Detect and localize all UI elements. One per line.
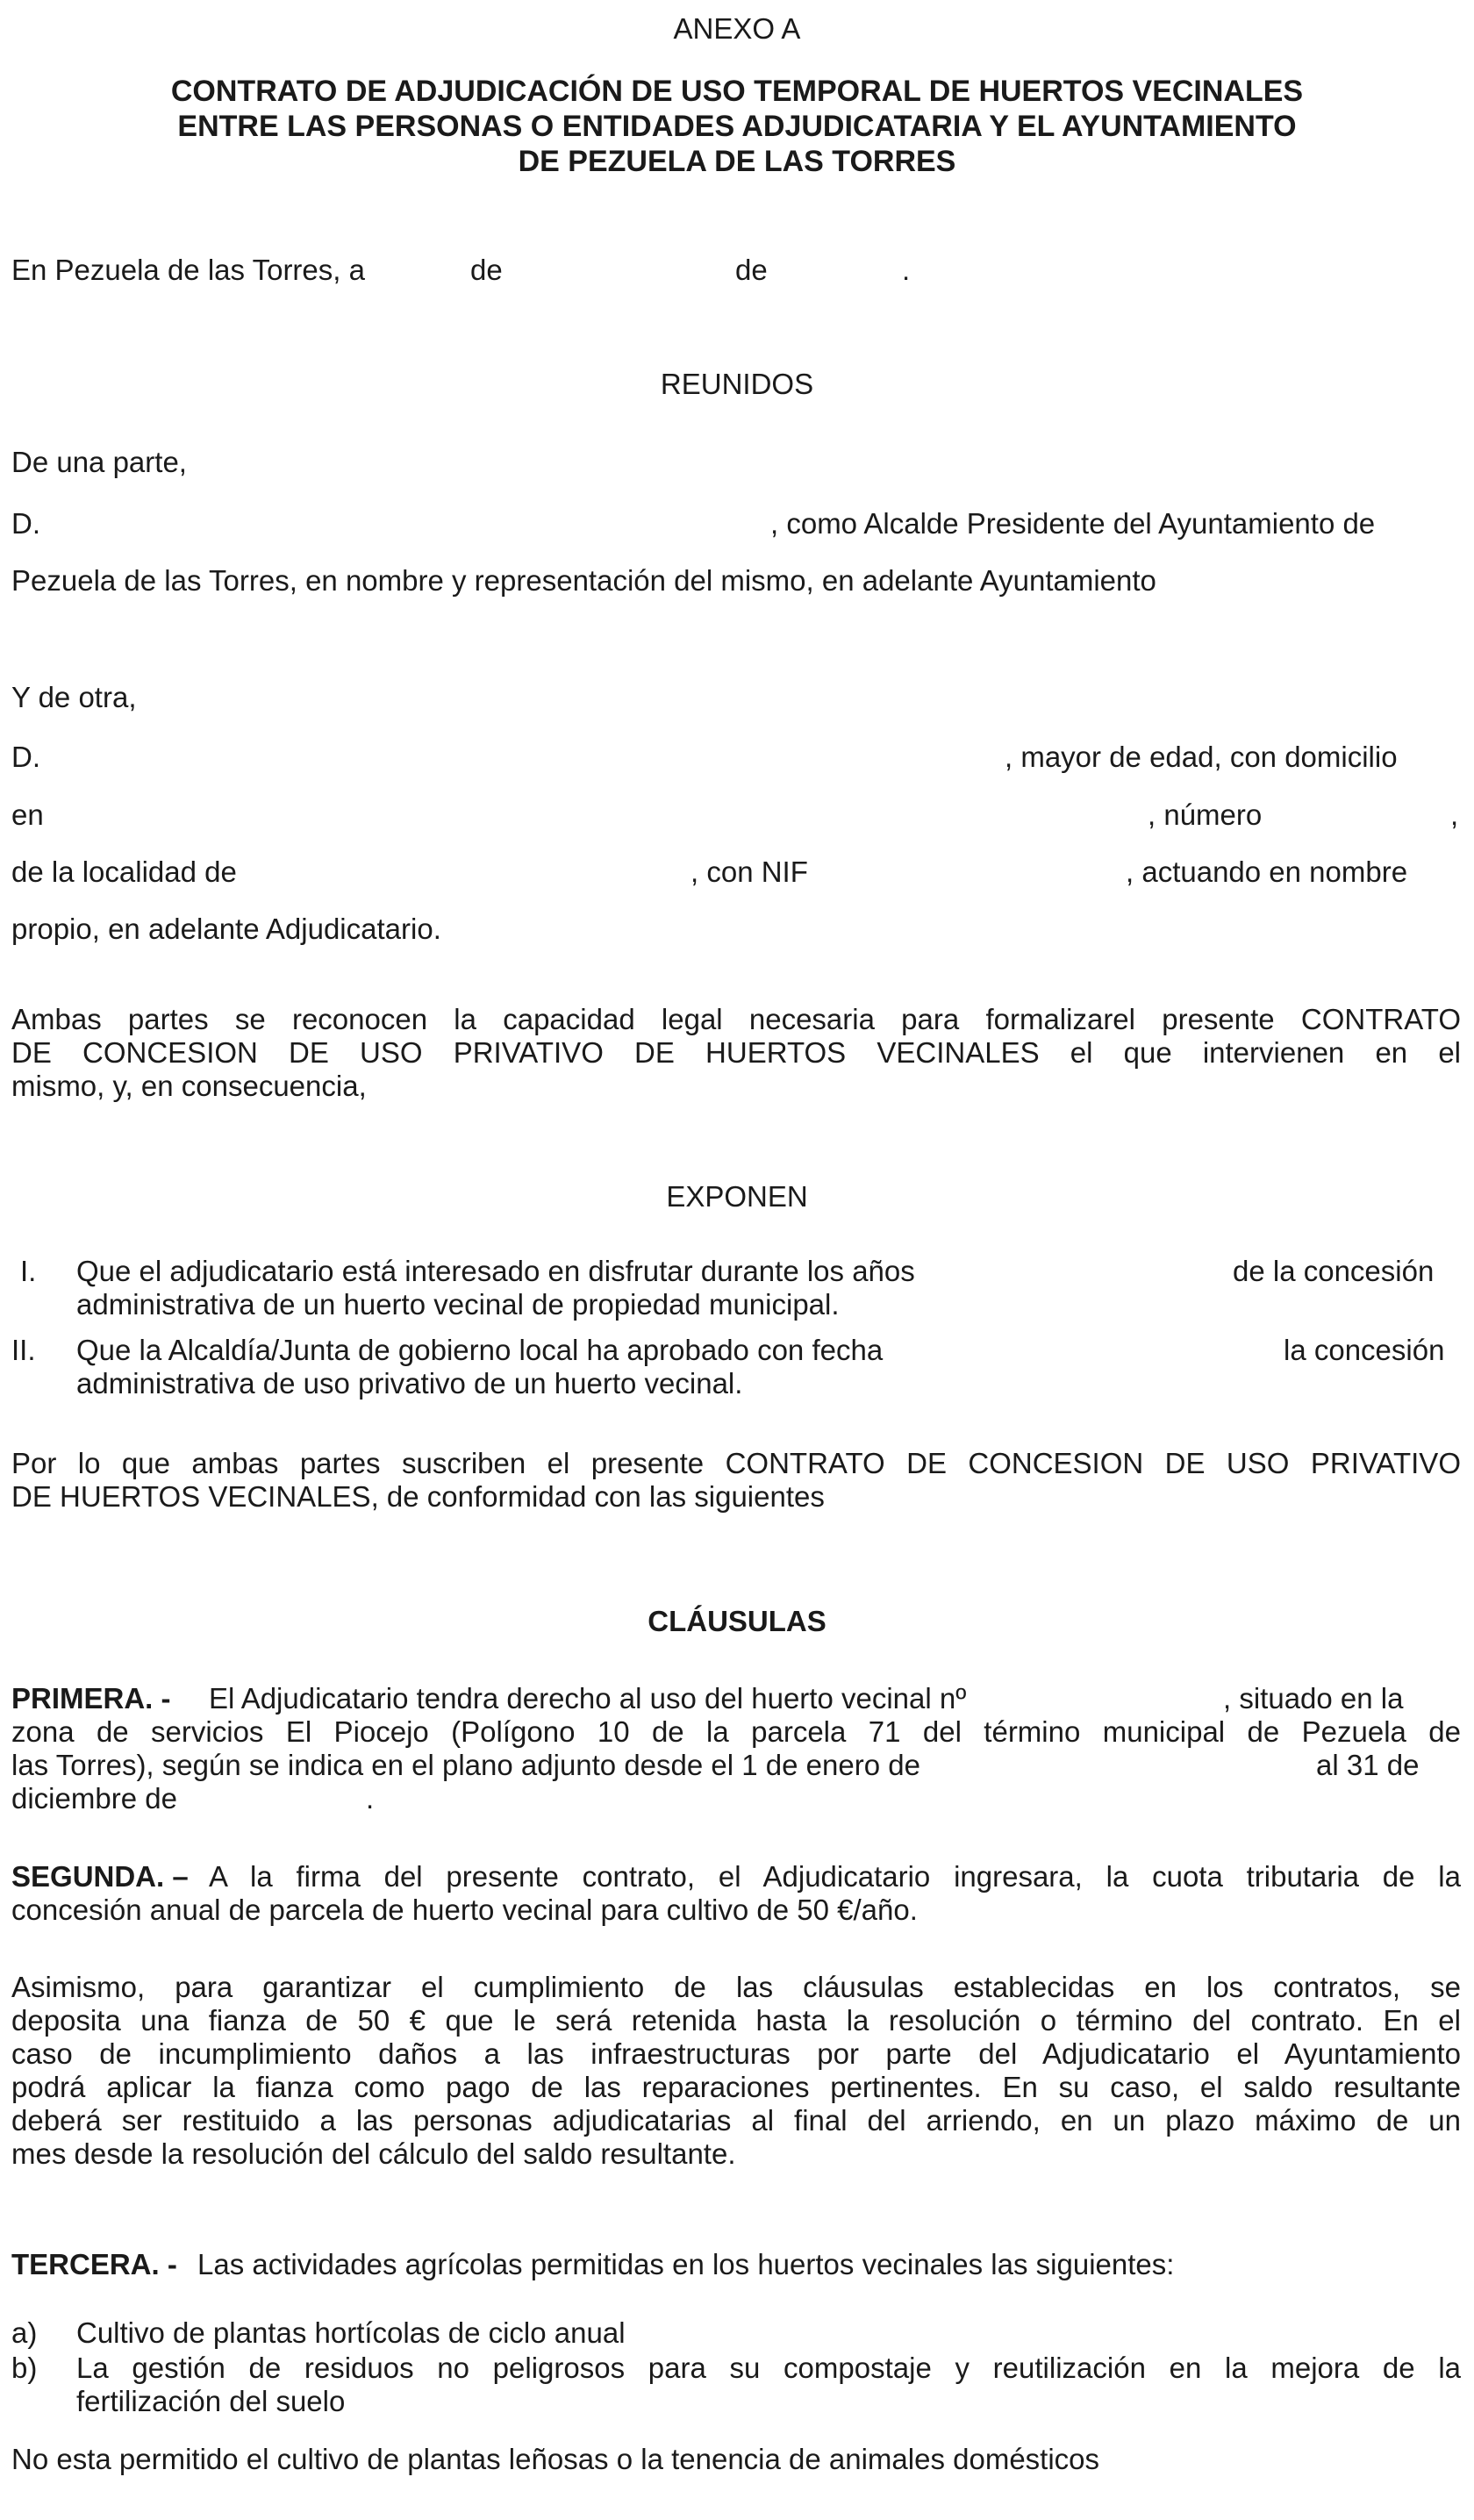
primera-line-1a: El Adjudicatario tendra derecho al uso del huerto vecinal nº	[209, 1682, 967, 1715]
dateline-de-2: de	[735, 254, 768, 286]
party2-adjudicatario: propio, en adelante Adjudicatario.	[11, 913, 441, 945]
contract-title-line-2: ENTRE LAS PERSONAS O ENTIDADES ADJUDICATARIA Y EL AYUNTAMIENTO	[177, 110, 1297, 143]
tercera-item-b-line-1: La gestión de residuos no peligrosos para su compostaje y reutilización en la mejora de la	[76, 2352, 1461, 2384]
party1-representation: Pezuela de las Torres, en nombre y representación del mismo, en adelante Ayuntamiento	[11, 564, 1156, 597]
tercera-item-b-line-2: fertilización del suelo	[76, 2385, 346, 2417]
suscriben-paragraph	[11, 1447, 1461, 1514]
exponen-item-1-line-2: administrativa de un huerto vecinal de propiedad municipal.	[76, 1288, 840, 1321]
capacity-line-3: mismo, y, en consecuencia,	[11, 1070, 367, 1102]
segunda-line-1: A la firma del presente contrato, el Adjudicatario ingresara, la cuota tributaria de la	[209, 1860, 1461, 1893]
asimismo-line: deberá ser restituido a las personas adjudicatarias al final del arriendo, en un plazo máximo de un	[11, 2104, 1461, 2137]
asimismo-line: mes desde la resolución del cálculo del saldo resultante.	[11, 2137, 736, 2170]
exponen-item-2-line-2: administrativa de uso privativo de un huerto vecinal.	[76, 1367, 743, 1400]
segunda-label: SEGUNDA. –	[11, 1860, 189, 1893]
party1-d-label: D.	[11, 507, 40, 540]
party2-intro: Y de otra,	[11, 681, 137, 713]
contract-title-line-3: DE PEZUELA DE LAS TORRES	[518, 145, 956, 178]
primera-line-2-wrap	[11, 1715, 1461, 1749]
party2-comma: ,	[1450, 798, 1459, 831]
suscriben-line-2: DE HUERTOS VECINALES, de conformidad con las siguientes	[11, 1480, 825, 1513]
dateline-place: En Pezuela de las Torres, a	[11, 254, 365, 286]
tercera-item-a: Cultivo de plantas hortícolas de ciclo anual	[76, 2316, 626, 2349]
primera-label: PRIMERA. -	[11, 1682, 171, 1715]
exponen-marker-2: II.	[11, 1334, 36, 1366]
capacity-line-1: Ambas partes se reconocen la capacidad legal necesaria para formalizarel presente CONTRATO	[11, 1003, 1461, 1035]
party2-nif: , con NIF	[690, 856, 808, 888]
clausulas-heading: CLÁUSULAS	[648, 1605, 826, 1637]
tercera-marker-a: a)	[11, 2316, 38, 2349]
dateline-de-1: de	[470, 254, 503, 286]
exponen-heading: EXPONEN	[666, 1180, 808, 1213]
reunidos-heading: REUNIDOS	[660, 368, 814, 400]
asimismo-paragraph	[11, 1971, 1461, 2171]
primera-line-1b: , situado en la	[1223, 1682, 1404, 1715]
primera-line-3b: al 31 de	[1316, 1749, 1420, 1781]
primera-line-3a: las Torres), según se indica en el plano adjunto desde el 1 de enero de	[11, 1749, 920, 1781]
exponen-item-2-right: la concesión	[1284, 1334, 1445, 1366]
tercera-final: No esta permitido el cultivo de plantas leñosas o la tenencia de animales domésticos	[11, 2443, 1100, 2475]
primera-line-2: zona de servicios El Piocejo (Polígono 10 de la parcela 71 del término municipal de Pezuela de	[11, 1715, 1461, 1748]
capacity-line-2: DE CONCESION DE USO PRIVATIVO DE HUERTOS VECINALES el que intervienen en el	[11, 1036, 1461, 1069]
exponen-marker-1: I.	[20, 1255, 37, 1287]
tercera-label: TERCERA. -	[11, 2248, 177, 2280]
party2-actuando: , actuando en nombre	[1126, 856, 1408, 888]
tercera-text: Las actividades agrícolas permitidas en los huertos vecinales las siguientes:	[197, 2248, 1175, 2280]
party1-intro: De una parte,	[11, 446, 187, 478]
primera-line-4b: .	[366, 1782, 375, 1815]
primera-line-4a: diciembre de	[11, 1782, 177, 1815]
asimismo-line: Asimismo, para garantizar el cumplimiento de las cláusulas establecidas en los contratos, se	[11, 1971, 1461, 2003]
party2-d-label: D.	[11, 741, 40, 773]
exponen-item-1-right: de la concesión	[1233, 1255, 1435, 1287]
asimismo-line: caso de incumplimiento daños a las infraestructuras por parte del Adjudicatario el Ayuntamiento	[11, 2037, 1461, 2070]
tercera-marker-b: b)	[11, 2352, 38, 2384]
party2-age: , mayor de edad, con domicilio	[1005, 741, 1398, 773]
annex-label: ANEXO A	[673, 12, 801, 45]
tercera-item-b-wrap	[76, 2352, 1461, 2418]
segunda-line-1-wrap	[209, 1860, 1461, 1894]
exponen-item-1-text: Que el adjudicatario está interesado en disfrutar durante los años	[76, 1255, 915, 1287]
contract-title-line-1: CONTRATO DE ADJUDICACIÓN DE USO TEMPORAL DE HUERTOS VECINALES	[170, 75, 1304, 108]
party2-en: en	[11, 798, 44, 831]
party2-localidad: de la localidad de	[11, 856, 237, 888]
capacity-paragraph	[11, 1003, 1461, 1103]
party1-role: , como Alcalde Presidente del Ayuntamiento de	[770, 507, 1376, 540]
dateline-period: .	[902, 254, 911, 286]
asimismo-line: podrá aplicar la fianza como pago de las reparaciones pertinentes. En su caso, el saldo resultante	[11, 2071, 1461, 2103]
exponen-item-2-text: Que la Alcaldía/Junta de gobierno local ha aprobado con fecha	[76, 1334, 884, 1366]
suscriben-line-1: Por lo que ambas partes suscriben el presente CONTRATO DE CONCESION DE USO PRIVATIVO	[11, 1447, 1461, 1479]
asimismo-line: deposita una fianza de 50 € que le será retenida hasta la resolución o término del contrato. En el	[11, 2004, 1461, 2037]
party2-numero: , número	[1148, 798, 1263, 831]
segunda-line-2: concesión anual de parcela de huerto vecinal para cultivo de 50 €/año.	[11, 1894, 918, 1926]
